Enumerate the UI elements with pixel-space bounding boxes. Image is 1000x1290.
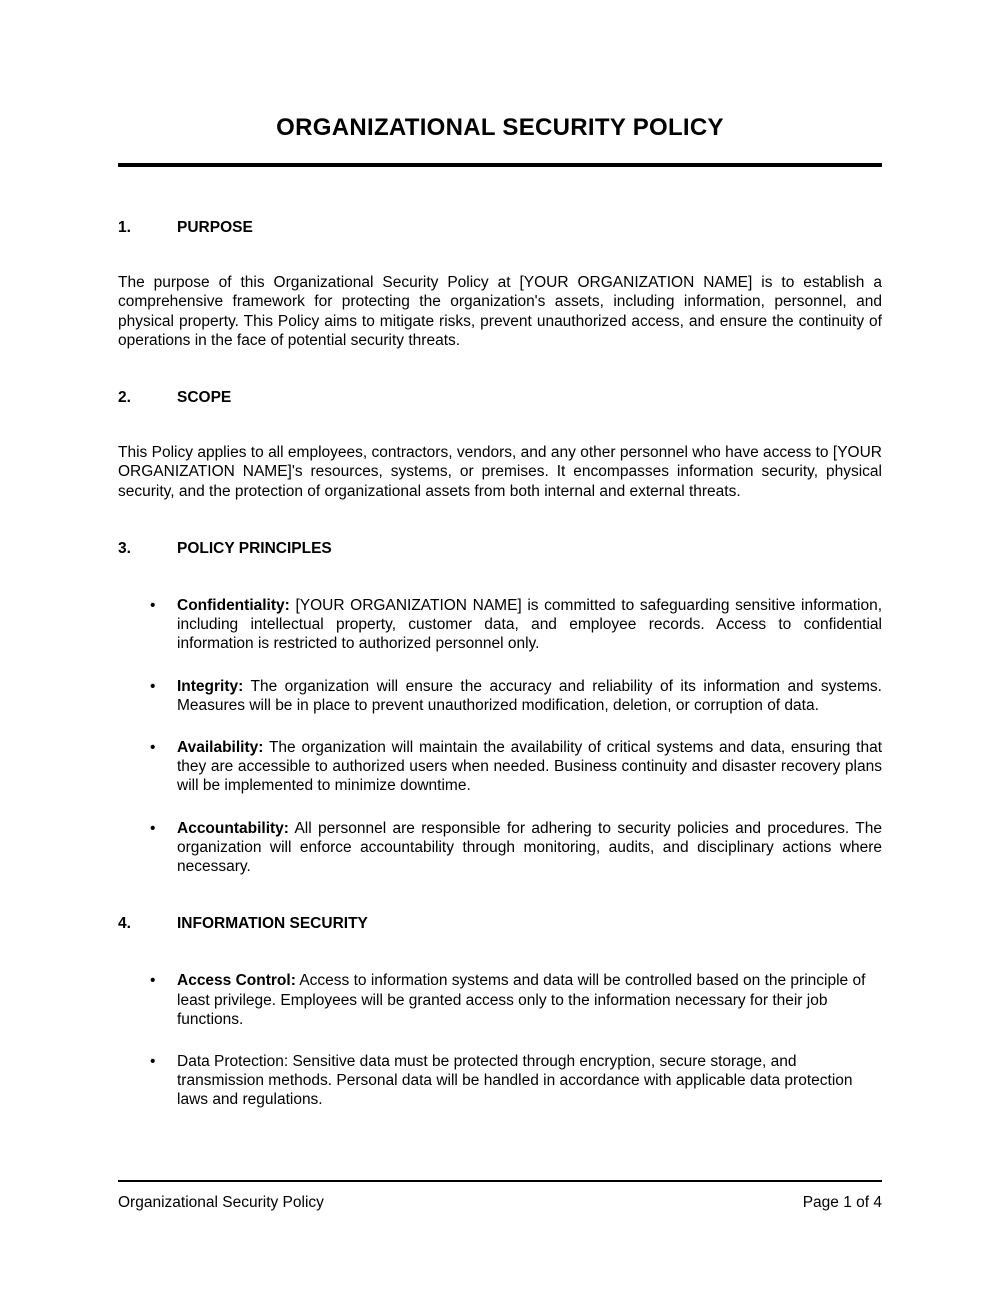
bullet-label: Accountability:: [177, 819, 289, 837]
section-heading-scope: [118, 388, 882, 407]
section-number: 4.: [118, 915, 131, 933]
section-number: 1.: [118, 219, 131, 236]
bullet-text: [177, 738, 882, 796]
section-heading-label: PURPOSE: [177, 219, 253, 236]
bullet-body: The organization will ensure the accuracy and reliability of its information and systems. Measures will be in place to prevent unauthorized modification, deletion, or corruption of data.: [177, 677, 882, 714]
information-security-list: [118, 971, 882, 1109]
bullet-label: Integrity:: [177, 677, 244, 695]
bullet-text: [177, 677, 882, 715]
bullet-body: [YOUR ORGANIZATION NAME] is committed to safeguarding sensitive information, including intellectual property, customer data, and employee records. Access to confidential information is restricted to authorized personnel only.: [177, 597, 882, 653]
bullet-icon: •: [150, 677, 156, 695]
section-heading-label: POLICY PRINCIPLES: [177, 539, 332, 557]
purpose-paragraph: The purpose of this Organizational Security Policy at [YOUR ORGANIZATION NAME] is to establish a comprehensive framework for protecting the organization's assets, including information, personnel, and physical property. This Policy aims to mitigate risks, prevent unauthorized access, and ensure the continuity of operations in the face of potential security threats.: [118, 274, 882, 349]
bullet-icon: •: [150, 1053, 156, 1071]
scope-paragraph: This Policy applies to all employees, contractors, vendors, and any other personnel who have access to [YOUR ORGANIZATION NAME]'s resources, systems, or premises. It encompasses information security, physical security, and the protection of organizational assets from both internal and external threats.: [118, 444, 882, 500]
section-heading-policy-principles: [118, 539, 882, 558]
title-rule: [118, 163, 882, 167]
list-item-data-protection: [118, 1052, 882, 1110]
bullet-icon: •: [150, 819, 156, 837]
page-footer: [118, 1180, 882, 1212]
section-number: 2.: [118, 389, 131, 407]
bullet-text: [177, 971, 882, 1029]
bullet-label: Availability:: [177, 739, 264, 757]
list-item-integrity: [118, 677, 882, 715]
bullet-label: Access Control:: [177, 972, 296, 990]
section-number: 3.: [118, 539, 131, 557]
list-item-access-control: [118, 971, 882, 1029]
section-heading-purpose: [118, 218, 882, 237]
bullet-icon: •: [150, 597, 156, 615]
section-heading-label: SCOPE: [177, 389, 232, 407]
bullet-body: All personnel are responsible for adhering to security policies and procedures. The organization will enforce accountability through monitoring, audits, and disciplinary actions where necessary.: [177, 819, 882, 876]
list-item-accountability: [118, 819, 882, 877]
bullet-body: Access to information systems and data will be controlled based on the principle of least privilege. Employees will be granted access only to the information necessary for their job functions.: [177, 972, 866, 1028]
page-title: ORGANIZATIONAL SECURITY POLICY: [276, 114, 724, 141]
bullet-icon: •: [150, 972, 156, 990]
bullet-body: Data Protection: Sensitive data must be protected through encryption, secure storage, and transmission methods. Personal data will be handled in accordance with applicable data protection laws and regulations.: [177, 1053, 853, 1109]
footer-document-title: Organizational Security Policy: [118, 1194, 324, 1211]
bullet-body: The organization will maintain the availability of critical systems and data, ensuring that they are accessible to authorized users when needed. Business continuity and disaster recovery plans will be implemented to minimize downtime.: [177, 739, 883, 795]
section-heading-label: INFORMATION SECURITY: [177, 915, 368, 933]
list-item-confidentiality: [118, 596, 882, 654]
bullet-icon: •: [150, 739, 156, 757]
bullet-text: [177, 1052, 882, 1110]
footer-page-number: Page 1 of 4: [802, 1194, 882, 1211]
policy-principles-list: [118, 596, 882, 876]
bullet-label: Confidentiality:: [177, 597, 290, 615]
bullet-text: [177, 819, 882, 877]
list-item-availability: [118, 738, 882, 796]
section-heading-information-security: [118, 914, 882, 933]
bullet-text: [177, 596, 882, 654]
